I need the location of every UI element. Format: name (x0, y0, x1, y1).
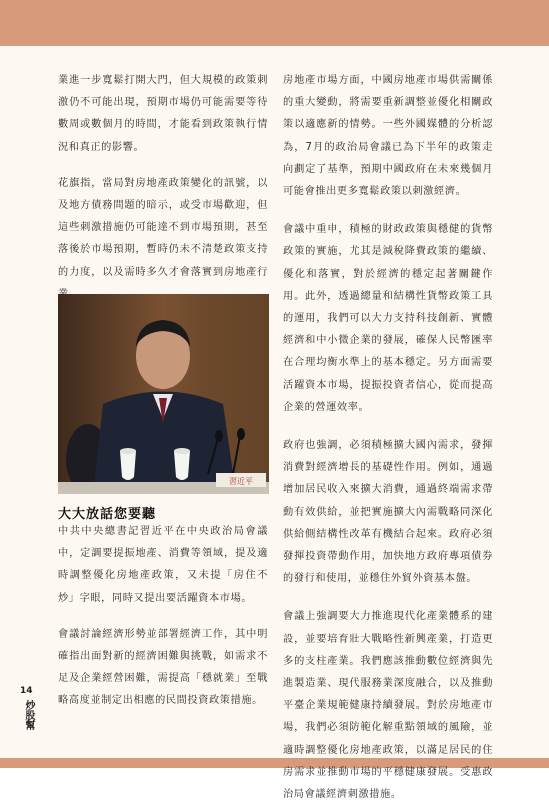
paragraph: 中共中央總書記習近平在中央政治局會議中，定調要提振地產、消費等領域，提及適時調整優化房地產政策，又未提「房住不炒」字眼，同時又提出要活躍資本市場。 (58, 526, 268, 604)
top-color-band (0, 0, 549, 46)
brand-logo: 炒股幫 (23, 700, 34, 730)
left-column-bottom (58, 521, 268, 713)
left-column-top (58, 70, 268, 306)
right-column (283, 70, 493, 806)
news-photo (58, 294, 269, 494)
paragraph: 會議中重申，積極的財政政策與穩健的貨幣政策的實施，尤其是減稅降費政策的繼續、優化和落實，對於經濟的穩定起著關鍵作用。此外，透過總量和結構性貨幣政策工具的運用，我們可以大力支持科技創新、實體經濟和中小微企業的發展，確保人民幣匯率在合理均衡水準上的基本穩定。另方面需要活躍資本市場，提振投資者信心，從而提高企業的營運效率。 (283, 224, 493, 413)
page-number: 14 (20, 686, 33, 696)
paragraph: 會議討論經濟形勢並部署經濟工作，其中明確指出面對新的經濟困難與挑戰，如需求不足及企業經營困難，需提高「穩就業」至戰略高度並制定出相應的民間投資政策措施。 (58, 628, 268, 707)
paragraph: 花旗指，當局對房地產政策變化的訊號，以及地方債務問題的暗示，或受市場歡迎，但這些刺激措施仍可能達不到市場預期，甚至落後於市場預期，暫時仍未不清楚政策支持的力度，以及需時多久才會落實到房地產行 (58, 177, 268, 278)
paragraph: 房地產市場方面，中國房地產市場供需關係的重大變動，將需要重新調整並優化相關政策以適應新的情勢。一些外國媒體的分析認為，7月的政治局會議已為下半年的政策走向劃定了基準，預期中國政府在未來幾個月可能會推出更多寬鬆政策以刺激經濟。 (283, 75, 493, 198)
name-placard-text: 習近平 (229, 477, 253, 486)
paragraph: 業進一步寬鬆打開大門，但大規模的政策刺激仍不可能出現，預期市場仍可能需要等待數周或數個月的時間，才能看到政策執行情況和真正的影響。 (58, 75, 268, 153)
paragraph: 會議上強調要大力推進現代化產業體系的建設，並要培育壯大戰略性新興產業，打造更多的支柱產業。我們應該推動數位經濟與先進製造業、現代服務業深度融合，以及推動平臺企業規範健康持續發展。對於房地產市場，我們必須防範化解重點領域的風險，並適時調整優化房地產政策，以滿足居民的住房需求並推動市場的平穩健康發展。受惠政治局會議經濟刺激措施。 (283, 611, 493, 801)
paragraph: 政府也強調，必須積極擴大國內需求，發揮消費對經濟增長的基礎性作用。例如，通過增加居民收入來擴大消費，通過終端需求帶動有效供給，並把實施擴大內需戰略同深化供給側結構性改革有機結合起來。政府必須發揮投資帶動作用，加快地方政府專項債券的發行和使用，並穩住外貿外資基本盤。 (283, 440, 493, 585)
section-heading: 大大放話您要聽 (58, 507, 157, 522)
